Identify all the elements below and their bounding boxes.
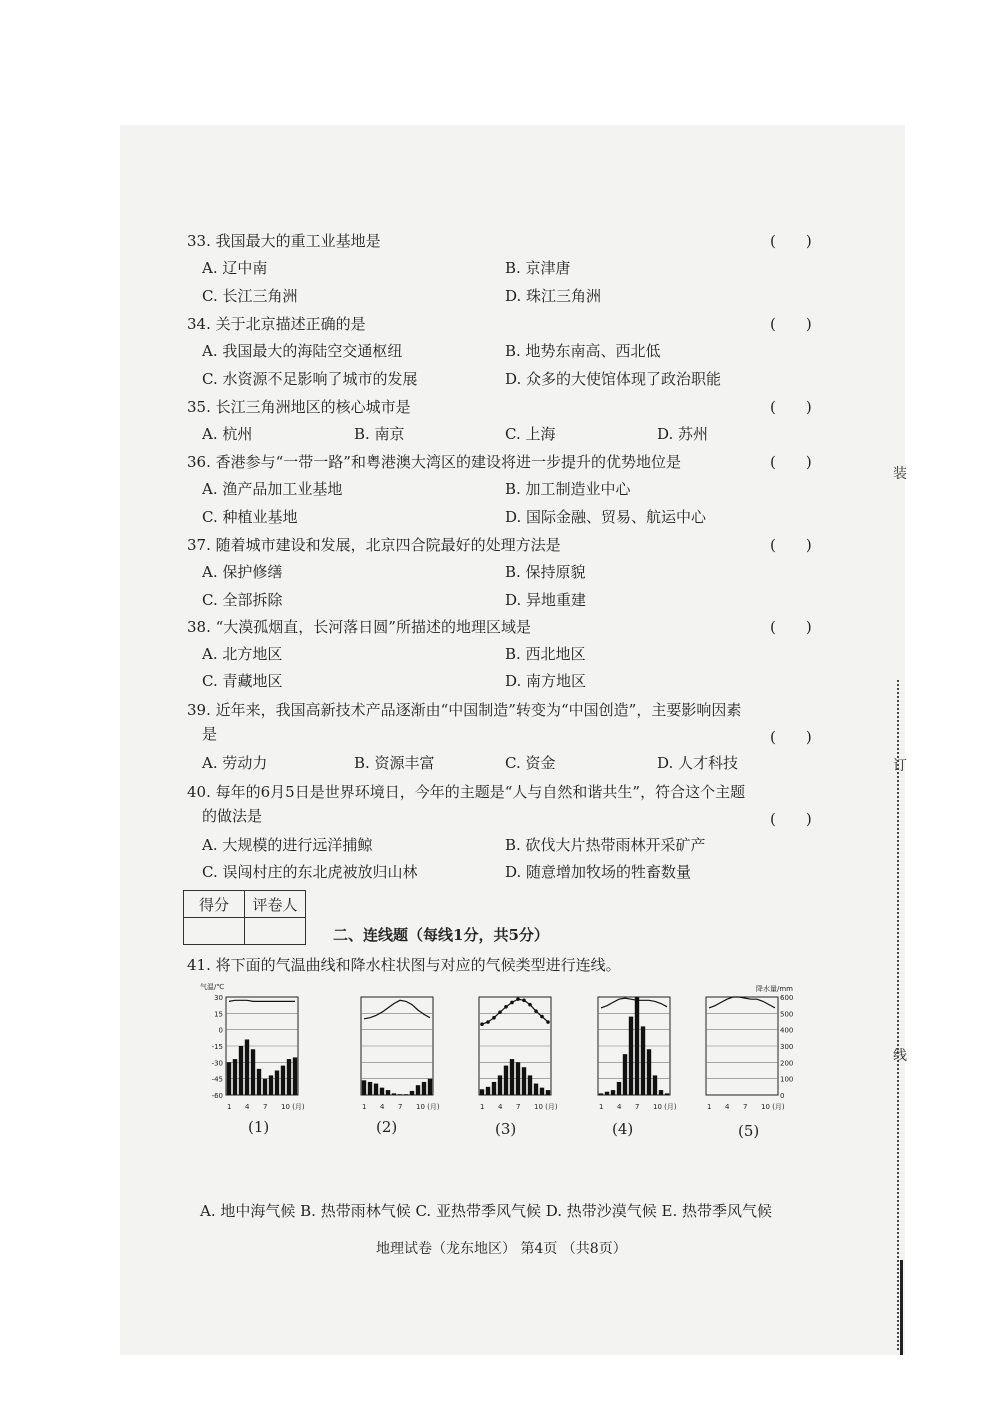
option-37a: A. 保护修缮 bbox=[202, 563, 283, 581]
precip-bar bbox=[428, 1079, 432, 1095]
precip-axis-label: 降水量/mm bbox=[756, 985, 793, 993]
x-tick-label: 7 bbox=[516, 1103, 521, 1111]
temp-point bbox=[546, 1020, 550, 1024]
x-tick-label: 1 bbox=[362, 1103, 367, 1111]
question-33: 33. 我国最大的重工业基地是 bbox=[187, 232, 381, 250]
precip-bar bbox=[293, 1057, 297, 1095]
precip-tick-label: 300 bbox=[780, 1043, 794, 1051]
temp-point bbox=[480, 1022, 484, 1026]
option-36d: D. 国际金融、贸易、航运中心 bbox=[505, 508, 707, 526]
precip-bar bbox=[623, 1054, 627, 1095]
answer-paren-35[interactable]: ( ) bbox=[770, 398, 812, 416]
precip-bar bbox=[492, 1082, 496, 1095]
option-36b: B. 加工制造业中心 bbox=[505, 480, 631, 498]
score-cell[interactable] bbox=[184, 918, 245, 945]
temp-point bbox=[534, 1009, 538, 1013]
binding-line bbox=[897, 680, 899, 1350]
precip-bar bbox=[257, 1069, 261, 1095]
temp-axis-label: 气温/℃ bbox=[200, 983, 225, 991]
precip-tick-label: 400 bbox=[780, 1026, 794, 1035]
option-40c: C. 误闯村庄的东北虎被放归山林 bbox=[202, 863, 418, 881]
question-41: 41. 将下面的气温曲线和降水柱状图与对应的气候类型进行连线。 bbox=[187, 956, 621, 974]
precip-bar bbox=[374, 1084, 378, 1095]
precip-bar bbox=[362, 1080, 366, 1095]
precip-bar bbox=[599, 1093, 603, 1095]
option-38c: C. 青藏地区 bbox=[202, 672, 283, 690]
x-tick-label: 7 bbox=[743, 1103, 748, 1111]
chart-label-5: (5) bbox=[738, 1122, 760, 1140]
option-40a: A. 大规模的进行远洋捕鲸 bbox=[202, 836, 373, 854]
temp-point bbox=[510, 1001, 514, 1005]
option-36a: A. 渔产品加工业基地 bbox=[202, 480, 343, 498]
precip-bar bbox=[281, 1066, 285, 1095]
temp-tick-label: -45 bbox=[211, 1075, 223, 1084]
precip-bar bbox=[635, 997, 639, 1095]
chart-label-3: (3) bbox=[495, 1120, 517, 1138]
precip-bar bbox=[653, 1075, 657, 1095]
precip-bar bbox=[480, 1089, 484, 1095]
x-tick-label: 4 bbox=[725, 1103, 730, 1111]
temp-tick-label: -15 bbox=[211, 1043, 223, 1051]
chart-label-2: (2) bbox=[376, 1118, 398, 1136]
answer-paren-33[interactable]: ( ) bbox=[770, 232, 812, 250]
x-tick-label: 10 (月) bbox=[534, 1103, 558, 1111]
x-tick-label: 1 bbox=[599, 1103, 604, 1111]
option-34b: B. 地势东南高、西北低 bbox=[505, 342, 661, 360]
option-39d: D. 人才科技 bbox=[657, 754, 739, 772]
binding-mark-zhuang: 装 bbox=[893, 466, 907, 482]
temp-point bbox=[498, 1010, 502, 1014]
x-tick-label: 10 (月) bbox=[653, 1103, 677, 1111]
temp-tick-label: -30 bbox=[211, 1059, 223, 1068]
score-header: 得分 bbox=[184, 891, 245, 918]
x-tick-label: 1 bbox=[480, 1103, 485, 1111]
answer-paren-40[interactable]: ( ) bbox=[770, 810, 812, 828]
question-39-cont: 是 bbox=[202, 725, 218, 743]
chart-label-1: (1) bbox=[248, 1118, 270, 1136]
option-35b: B. 南京 bbox=[354, 425, 405, 443]
temp-point bbox=[504, 1005, 508, 1009]
x-tick-label: 1 bbox=[707, 1103, 712, 1111]
precip-bar bbox=[486, 1087, 490, 1095]
option-37b: B. 保持原貌 bbox=[505, 563, 586, 581]
temp-tick-label: -60 bbox=[211, 1092, 223, 1100]
x-tick-label: 10 (月) bbox=[416, 1103, 440, 1111]
page-footer: 地理试卷（龙东地区） 第4页 （共8页） bbox=[376, 1241, 627, 1257]
option-37c: C. 全部拆除 bbox=[202, 591, 283, 609]
precip-bar bbox=[546, 1090, 550, 1095]
precip-tick-label: 600 bbox=[780, 994, 794, 1002]
precip-bar bbox=[611, 1090, 615, 1095]
precip-bar bbox=[516, 1062, 520, 1095]
question-38: 38. “大漠孤烟直，长河落日圆”所描述的地理区域是 bbox=[187, 618, 531, 636]
temp-point bbox=[492, 1016, 496, 1020]
precip-bar bbox=[665, 1093, 669, 1095]
option-34c: C. 水资源不足影响了城市的发展 bbox=[202, 370, 418, 388]
option-33d: D. 珠江三角洲 bbox=[505, 287, 602, 305]
x-tick-label: 10 (月) bbox=[281, 1103, 305, 1111]
climate-chart-5 bbox=[694, 985, 829, 1120]
option-33a: A. 辽中南 bbox=[202, 259, 268, 277]
x-tick-label: 4 bbox=[498, 1103, 503, 1111]
option-40b: B. 砍伐大片热带雨林开采矿产 bbox=[505, 836, 706, 854]
option-38d: D. 南方地区 bbox=[505, 672, 587, 690]
precip-bar bbox=[386, 1090, 390, 1095]
answer-paren-34[interactable]: ( ) bbox=[770, 315, 812, 333]
precip-tick-label: 0 bbox=[780, 1092, 785, 1100]
temp-curve bbox=[364, 1000, 430, 1019]
precip-bar bbox=[239, 1046, 243, 1095]
answer-paren-36[interactable]: ( ) bbox=[770, 453, 812, 471]
precip-bar bbox=[287, 1059, 291, 1095]
grader-cell[interactable] bbox=[245, 918, 306, 945]
precip-bar bbox=[641, 1026, 645, 1095]
question-40-cont: 的做法是 bbox=[202, 807, 263, 825]
precip-bar bbox=[504, 1066, 508, 1095]
option-35d: D. 苏州 bbox=[657, 425, 709, 443]
question-36: 36. 香港参与“一带一路”和粤港澳大湾区的建设将进一步提升的优势地位是 bbox=[187, 453, 681, 471]
option-36c: C. 种植业基地 bbox=[202, 508, 298, 526]
temp-curve bbox=[709, 997, 775, 1008]
precip-bar bbox=[410, 1091, 414, 1095]
precip-bar bbox=[275, 1071, 279, 1096]
section-2-title: 二、连线题（每线1分，共5分） bbox=[333, 926, 549, 944]
temp-point bbox=[540, 1015, 544, 1019]
question-40: 40. 每年的6月5日是世界环境日，今年的主题是“人与自然和谐共生”，符合这个主题 bbox=[187, 783, 746, 801]
precip-bar bbox=[233, 1059, 237, 1095]
precip-bar bbox=[392, 1093, 396, 1095]
temp-curve bbox=[229, 1000, 295, 1001]
option-35a: A. 杭州 bbox=[202, 425, 253, 443]
temp-tick-label: 0 bbox=[218, 1026, 223, 1035]
option-34a: A. 我国最大的海陆空交通枢纽 bbox=[202, 342, 403, 360]
x-tick-label: 4 bbox=[245, 1103, 250, 1111]
precip-bar bbox=[398, 1094, 402, 1095]
question-35: 35. 长江三角洲地区的核心城市是 bbox=[187, 398, 411, 416]
x-tick-label: 4 bbox=[617, 1103, 622, 1111]
temp-curve bbox=[482, 999, 548, 1024]
temp-point bbox=[486, 1020, 490, 1024]
precip-bar bbox=[540, 1088, 544, 1095]
answer-paren-37[interactable]: ( ) bbox=[770, 536, 812, 554]
option-40d: D. 随意增加牧场的牲畜数量 bbox=[505, 863, 692, 881]
precip-bar bbox=[269, 1075, 273, 1095]
precip-bar bbox=[422, 1082, 426, 1095]
answer-paren-38[interactable]: ( ) bbox=[770, 618, 812, 636]
precip-bar bbox=[251, 1049, 255, 1095]
precip-bar bbox=[368, 1082, 372, 1095]
x-tick-label: 10 (月) bbox=[761, 1103, 785, 1111]
precip-bar bbox=[498, 1075, 502, 1095]
x-tick-label: 7 bbox=[398, 1103, 403, 1111]
temp-tick-label: 30 bbox=[214, 994, 223, 1002]
precip-tick-label: 500 bbox=[780, 1010, 794, 1019]
temp-point bbox=[528, 1003, 532, 1007]
temp-curve bbox=[601, 998, 667, 1008]
x-tick-label: 1 bbox=[227, 1103, 232, 1111]
climate-chart-2 bbox=[335, 985, 445, 1120]
binding-mark-ding: 订 bbox=[893, 758, 907, 774]
option-38a: A. 北方地区 bbox=[202, 645, 283, 663]
precip-bar bbox=[404, 1094, 408, 1095]
binding-edge bbox=[900, 1260, 903, 1355]
question-34: 34. 关于北京描述正确的是 bbox=[187, 315, 366, 333]
precip-bar bbox=[227, 1062, 231, 1095]
precip-tick-label: 100 bbox=[780, 1075, 794, 1084]
precip-bar bbox=[605, 1092, 609, 1095]
option-37d: D. 异地重建 bbox=[505, 591, 587, 609]
x-tick-label: 7 bbox=[635, 1103, 640, 1111]
binding-mark-xian: 线 bbox=[893, 1048, 907, 1064]
precip-tick-label: 200 bbox=[780, 1059, 794, 1068]
option-34d: D. 众多的大使馆体现了政治职能 bbox=[505, 370, 722, 388]
precip-bar bbox=[510, 1059, 514, 1095]
chart-label-4: (4) bbox=[612, 1120, 634, 1138]
precip-bar bbox=[263, 1079, 267, 1095]
climate-type-options: A. 地中海气候 B. 热带雨林气候 C. 亚热带季风气候 D. 热带沙漠气候 E. 热带季风气候 bbox=[200, 1202, 772, 1220]
precip-bar bbox=[416, 1085, 420, 1095]
x-tick-label: 7 bbox=[263, 1103, 268, 1111]
question-39: 39. 近年来，我国高新技术产品逐渐由“中国制造”转变为“中国创造”，主要影响因素 bbox=[187, 701, 742, 719]
option-33c: C. 长江三角洲 bbox=[202, 287, 298, 305]
option-33b: B. 京津唐 bbox=[505, 259, 571, 277]
precip-bar bbox=[659, 1090, 663, 1095]
temp-tick-label: 15 bbox=[214, 1010, 223, 1019]
temp-point bbox=[516, 997, 520, 1001]
answer-paren-39[interactable]: ( ) bbox=[770, 728, 812, 746]
option-38b: B. 西北地区 bbox=[505, 645, 586, 663]
option-35c: C. 上海 bbox=[505, 425, 556, 443]
question-37: 37. 随着城市建设和发展，北京四合院最好的处理方法是 bbox=[187, 536, 561, 554]
x-tick-label: 4 bbox=[380, 1103, 385, 1111]
precip-bar bbox=[380, 1088, 384, 1095]
climate-chart-3 bbox=[453, 985, 563, 1120]
precip-bar bbox=[647, 1049, 651, 1095]
grader-header: 评卷人 bbox=[245, 891, 306, 918]
precip-bar bbox=[522, 1067, 526, 1095]
precip-bar bbox=[528, 1075, 532, 1095]
score-table bbox=[183, 890, 306, 945]
precip-bar bbox=[629, 1017, 633, 1095]
precip-bar bbox=[534, 1084, 538, 1095]
climate-chart-1 bbox=[200, 985, 310, 1120]
option-39b: B. 资源丰富 bbox=[354, 754, 435, 772]
option-39c: C. 资金 bbox=[505, 754, 556, 772]
precip-bar bbox=[245, 1039, 249, 1095]
option-39a: A. 劳动力 bbox=[202, 754, 268, 772]
precip-bar bbox=[617, 1082, 621, 1095]
climate-chart-4 bbox=[572, 985, 682, 1120]
temp-point bbox=[522, 998, 526, 1002]
